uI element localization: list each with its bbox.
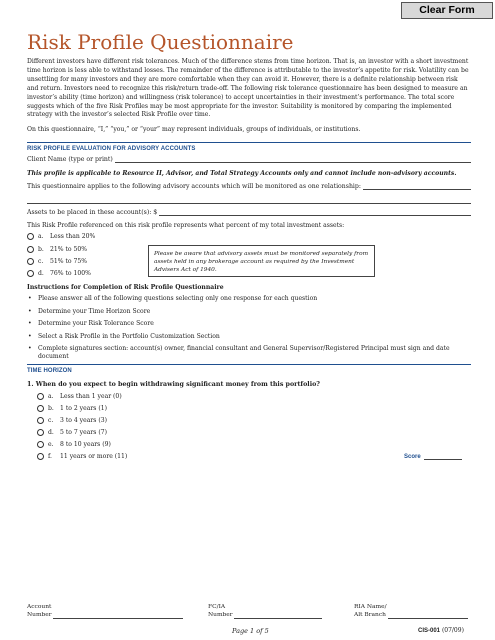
fcia-label: FC/IA <box>208 604 226 610</box>
radio-button[interactable] <box>27 246 34 253</box>
section-divider <box>27 142 471 143</box>
radio-button[interactable] <box>37 393 44 400</box>
fcia-col <box>208 603 322 619</box>
form-code-date: (07/09) <box>441 627 464 634</box>
option-label: 8 to 10 years (9) <box>60 441 111 448</box>
list-item: • Complete signatures section: account(s) owner, financial consultant and General Supervisor/Registered Principal must sign and date document <box>27 345 471 361</box>
section-heading-time-horizon: TIME HORIZON <box>27 368 72 374</box>
option-letter: a. <box>48 393 54 400</box>
section-heading-risk-profile: RISK PROFILE EVALUATION FOR ADVISORY ACCOUNTS <box>27 146 196 152</box>
percent-option-b[interactable] <box>27 246 87 253</box>
option-label: 1 to 2 years (1) <box>60 405 107 412</box>
q1-option-b[interactable] <box>37 405 107 412</box>
score-label: Score <box>404 454 421 460</box>
q1-score <box>404 453 462 460</box>
client-name-row <box>27 156 471 163</box>
option-letter: c. <box>48 417 54 424</box>
radio-button[interactable] <box>27 270 34 277</box>
option-letter: f. <box>48 453 52 460</box>
ria-col <box>354 603 468 619</box>
radio-button[interactable] <box>37 441 44 448</box>
option-label: 21% to 50% <box>50 246 88 253</box>
option-letter: e. <box>48 441 54 448</box>
intro-note: On this questionnaire, “I,” “you,” or “your” may represent individuals, groups of individuals, or institutions. <box>27 126 361 133</box>
radio-button[interactable] <box>27 258 34 265</box>
accounts-label: This questionnaire applies to the following advisory accounts which will be monitored as one relationship: <box>27 183 361 190</box>
option-label: 3 to 4 years (3) <box>60 417 107 424</box>
list-item: • Select a Risk Profile in the Portfolio Customization Section <box>27 333 471 341</box>
option-letter: a. <box>38 233 44 240</box>
q1-option-c[interactable] <box>37 417 107 424</box>
option-label: Less than 20% <box>50 233 96 240</box>
accounts-field-line-2[interactable] <box>27 203 471 204</box>
client-name-label: Client Name (type or print) <box>27 156 113 163</box>
option-label: 11 years or more (11) <box>60 453 128 460</box>
option-letter: c. <box>38 258 44 265</box>
fcia-number-field[interactable] <box>234 612 322 619</box>
percent-question: This Risk Profile referenced on this risk profile represents what percent of my total investment assets: <box>27 222 345 229</box>
q1-option-e[interactable] <box>37 441 111 448</box>
list-item: • Determine your Risk Tolerance Score <box>27 320 471 328</box>
option-letter: b. <box>38 246 44 253</box>
option-letter: b. <box>48 405 54 412</box>
client-name-field[interactable] <box>115 156 471 163</box>
form-code-id: CIS-001 <box>418 628 441 634</box>
account-number-col <box>27 603 183 619</box>
question-1: 1. When do you expect to begin withdrawing significant money from this portfolio? <box>27 381 320 388</box>
page-number: Page 1 of 5 <box>232 627 269 635</box>
option-label: 51% to 75% <box>50 258 88 265</box>
list-item: • Please answer all of the following questions selecting only one response for each question <box>27 295 471 303</box>
option-letter: d. <box>48 429 54 436</box>
radio-button[interactable] <box>37 429 44 436</box>
accounts-row <box>27 183 471 190</box>
account-label: Account <box>27 604 52 610</box>
ria-branch-field[interactable] <box>388 612 468 619</box>
radio-button[interactable] <box>27 233 34 240</box>
option-label: 5 to 7 years (7) <box>60 429 107 436</box>
intro-paragraph: Different investors have different risk tolerances. Much of the difference stems from time horizon. That is, an investor with a short investment time horizon is less able to withstand losses. The remainder of the difference is attributable to the investor’s appetite for risk. Volatility can be unsettling for many investors and they are more comfortable when they can avoid it. However, there is a definite relationship between risk and return. Investors need to recognize this risk/return trade-off. The following risk tolerance questionnaire has been designed to measure an investor’s ability (time horizon) and willingness (risk tolerance) to accept uncertainties in their investment’s performance. The total score suggests which of the five Risk Profiles may be most appropriate for the investor. Suitability is monitored by comparing the implemented strategy with the investor’s selected Risk Profile over time. <box>27 58 469 119</box>
assets-row <box>27 209 471 216</box>
q1-option-d[interactable] <box>37 429 107 436</box>
list-item: • Determine your Time Horizon Score <box>27 308 471 316</box>
clear-form-button[interactable]: Clear Form <box>401 2 493 19</box>
page-title: Risk Profile Questionnaire <box>27 30 294 54</box>
ria-name-label: RIA Name/ <box>354 604 387 610</box>
number-label: Number <box>208 612 233 618</box>
option-letter: d. <box>38 270 44 277</box>
assets-label: Assets to be placed in these account(s): $ <box>27 209 158 216</box>
assets-field[interactable] <box>159 209 471 216</box>
accounts-field[interactable] <box>363 183 471 190</box>
percent-option-d[interactable] <box>27 270 91 277</box>
instructions-heading: Instructions for Completion of Risk Profile Questionnaire <box>27 284 224 291</box>
percent-option-a[interactable] <box>27 233 95 240</box>
radio-button[interactable] <box>37 417 44 424</box>
q1-option-f[interactable] <box>37 453 127 460</box>
instructions-list <box>27 295 471 366</box>
number-label: Number <box>27 612 52 618</box>
radio-button[interactable] <box>37 453 44 460</box>
section-divider <box>27 364 471 365</box>
option-label: 76% to 100% <box>50 270 91 277</box>
q1-option-a[interactable] <box>37 393 122 400</box>
percent-option-c[interactable] <box>27 258 87 265</box>
applicability-note: This profile is applicable to Resource II, Advisor, and Total Strategy Accounts only and cannot include non-advisory accounts. <box>27 170 457 177</box>
score-field[interactable] <box>424 453 462 460</box>
form-code <box>418 627 464 634</box>
option-label: Less than 1 year (0) <box>60 393 122 400</box>
alt-branch-label: Alt Branch <box>354 612 386 618</box>
advisory-notice-box: Please be aware that advisory assets must be monitored separately from assets held in any brokerage account as required by the Investment Advisers Act of 1940. <box>148 245 375 277</box>
radio-button[interactable] <box>37 405 44 412</box>
account-number-field[interactable] <box>53 612 183 619</box>
